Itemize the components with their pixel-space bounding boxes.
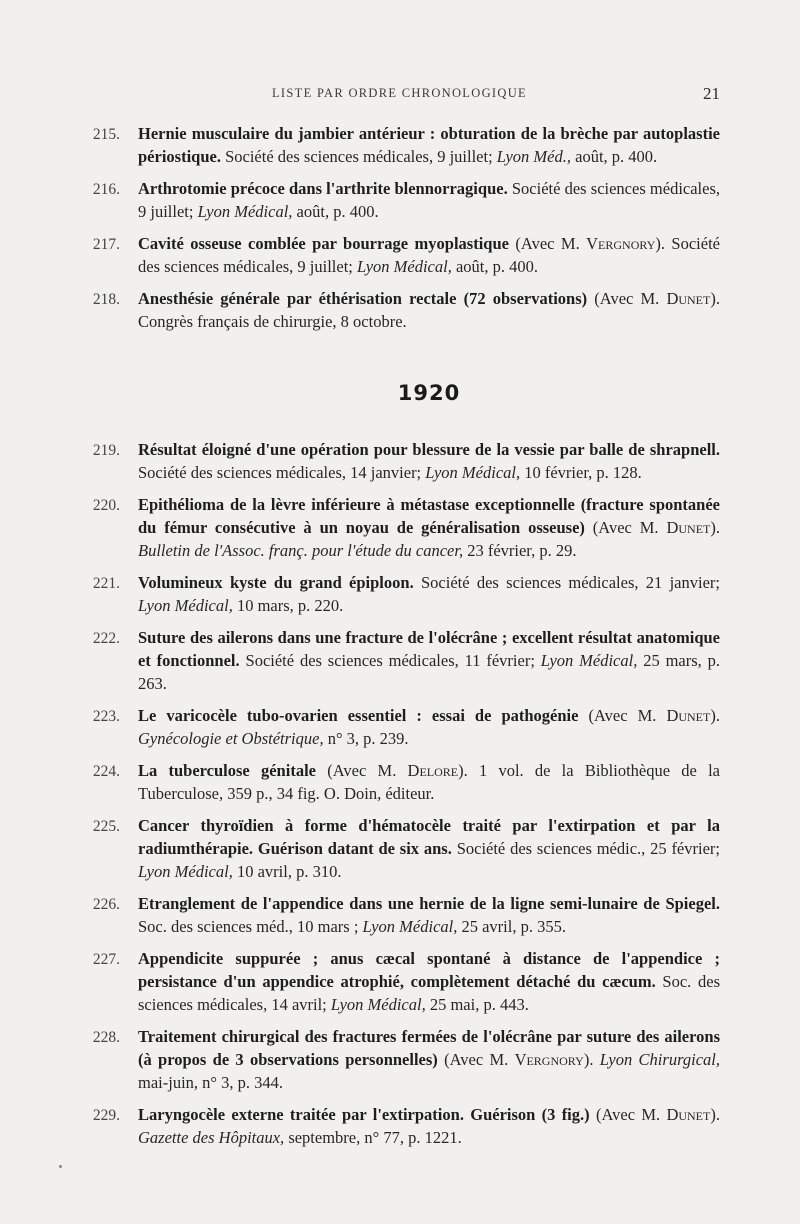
entry-title: Cancer thyroïdien à forme d'hématocèle traité par l'extirpation et par la radiumthérapie. Guérison datant de six ans. [138,816,720,858]
print-speck [59,1165,62,1168]
entry-title: Appendicite suppurée ; anus cæcal spontané à distance de l'appendice ; persistance d'un appendice atrophié, complètement détaché du cæcum. [138,949,720,991]
coauthor-name: Vergnory [514,1050,584,1069]
bibliography-entry [80,122,720,168]
bibliography-entry [80,438,720,484]
coauthor-name: Vergnory [586,234,656,253]
running-head [0,86,800,106]
entry-text: Société des sciences médicales, 14 janvier; [138,463,426,482]
journal-name: Lyon Médical, [357,257,452,276]
bibliography-entry [80,626,720,695]
coauthor-name: Delore [407,761,459,780]
entries-1919 [80,122,720,333]
bibliography-list [80,122,720,1158]
entry-text: août, p. 400. [571,147,658,166]
bibliography-entry [80,892,720,938]
entry-number: 219. [92,442,120,459]
bibliography-entry [80,571,720,617]
entry-title: Hernie musculaire du jambier antérieur : obturation de la brèche par autoplastie périostique. [138,124,720,166]
entry-number: 217. [92,236,120,253]
entry-number: 215. [92,126,120,143]
journal-name: Lyon Méd., [496,147,571,166]
bibliography-entry [80,1103,720,1149]
entry-number: 220. [92,497,120,514]
entry-title: Anesthésie générale par éthérisation rectale (72 observations) [138,289,588,308]
journal-name: Lyon Médical, [138,862,233,881]
page-number: 21 [703,84,720,103]
entry-text: (Avec M. [315,761,408,780]
bibliography-entry [80,177,720,223]
entry-text: ). Société des sciences médicales, 9 juillet; [138,234,720,276]
bibliography-entry [80,232,720,278]
entry-title: Résultat éloigné d'une opération pour blessure de la vessie par balle de shrapnell. [138,440,720,459]
entry-title: Cavité osseuse comblée par bourrage myoplastique [138,234,509,253]
entry-title: Le varicocèle tubo-ovarien essentiel : essai de pathogénie [138,706,579,725]
entry-number: 222. [92,630,120,647]
journal-name: Lyon Médical, [330,995,426,1014]
coauthor-name: Dunet [666,1105,711,1124]
journal-name: Lyon Médical, [197,202,293,221]
entry-text: ). [710,1105,720,1124]
entry-text: (Avec M. [437,1050,515,1069]
entry-text: 25 avril, p. 355. [457,917,566,936]
entry-title: Laryngocèle externe traitée par l'extirpation. Guérison (3 fig.) [138,1105,590,1124]
bibliography-entry [80,947,720,1016]
bibliography-entry [80,704,720,750]
journal-name: Gazette des Hôpitaux, [138,1128,285,1147]
entry-text: ). 1 vol. de la Bibliothèque de la Tuberculose, 359 p., 34 fig. O. Doin, éditeur. [138,761,720,803]
entry-title: Suture des ailerons dans une fracture de l'olécrâne ; excellent résultat anatomique et fonctionnel. [138,628,720,670]
journal-name: Lyon Médical, [362,917,458,936]
entry-title: Etranglement de l'appendice dans une hernie de la ligne semi-lunaire de Spiegel. [138,894,720,913]
entry-title: Volumineux kyste du grand épiploon. [138,573,414,592]
entry-text: ). Congrès français de chirurgie, 8 octobre. [138,289,720,331]
entry-text: (Avec M. [508,234,587,253]
entry-text: 10 février, p. 128. [520,463,642,482]
entry-text: (Avec M. [584,518,667,537]
entry-text: Société des sciences médicales, 9 juillet; [138,179,721,221]
entry-text: Société des sciences médicales, 11 février; [239,651,541,670]
entry-text: Soc. des sciences médicales, 14 avril; [138,972,720,1014]
entry-number: 218. [92,291,120,308]
running-head-title: LISTE PAR ORDRE CHRONOLOGIQUE [272,86,527,100]
entry-title: Epithélioma de la lèvre inférieure à métastase exceptionnelle (fracture spontanée du fémur consécutive à un noyau de généralisation osseuse) [138,495,720,537]
journal-name: Lyon Médical, [540,651,638,670]
entry-text: ). [710,518,720,537]
entry-number: 227. [92,951,120,968]
coauthor-name: Dunet [666,518,711,537]
bibliography-entry [80,814,720,883]
journal-name: Lyon Médical, [425,463,521,482]
entry-text: (Avec M. [578,706,667,725]
journal-name: Gynécologie et Obstétrique, [138,729,324,748]
coauthor-name: Dunet [666,289,711,308]
entry-number: 226. [92,896,120,913]
bibliography-entry [80,1025,720,1094]
entry-text: (Avec M. [589,1105,667,1124]
entry-title: Arthrotomie précoce dans l'arthrite blennorragique. [138,179,508,198]
entry-text: 10 mars, p. 220. [232,596,344,615]
entry-number: 224. [92,763,120,780]
bibliography-entry [80,759,720,805]
bibliography-entry [80,493,720,562]
entry-text: Société des sciences médic., 25 février; [451,839,720,858]
year-heading: 1920 [397,381,461,405]
entry-number: 225. [92,818,120,835]
entries-1920 [80,438,720,1149]
bibliography-entry [80,287,720,333]
entry-text: 25 mai, p. 443. [425,995,529,1014]
entry-text: août, p. 400. [451,257,539,276]
entry-text: ). [710,706,720,725]
entry-text: n° 3, p. 239. [323,729,409,748]
entry-text: 10 avril, p. 310. [232,862,342,881]
entry-text: (Avec M. [587,289,667,308]
entry-number: 228. [92,1029,120,1046]
entry-title: La tuberculose génitale [138,761,316,780]
journal-name: Lyon Chirurgical, [599,1050,720,1069]
entry-text: Soc. des sciences méd., 10 mars ; [138,917,363,936]
entry-text: ). [583,1050,600,1069]
entry-number: 223. [92,708,120,725]
entry-text: Société des sciences médicales, 9 juillet; [220,147,497,166]
entry-text: Société des sciences médicales, 21 janvier; [413,573,720,592]
journal-name: Bulletin de l'Assoc. franç. pour l'étude du cancer, [138,541,464,560]
entry-text: août, p. 400. [292,202,379,221]
entry-title: Traitement chirurgical des fractures fermées de l'olécrâne par suture des ailerons (à propos de 3 observations personnelles) [138,1027,720,1069]
entry-text: 23 février, p. 29. [463,541,577,560]
entry-number: 229. [92,1107,120,1124]
journal-name: Lyon Médical, [138,596,233,615]
entry-text: 25 mars, p. 263. [138,651,721,693]
coauthor-name: Dunet [666,706,711,725]
entry-number: 221. [92,575,120,592]
entry-number: 216. [92,181,120,198]
entry-text: mai-juin, n° 3, p. 344. [138,1073,284,1092]
entry-text: septembre, n° 77, p. 1221. [284,1128,462,1147]
